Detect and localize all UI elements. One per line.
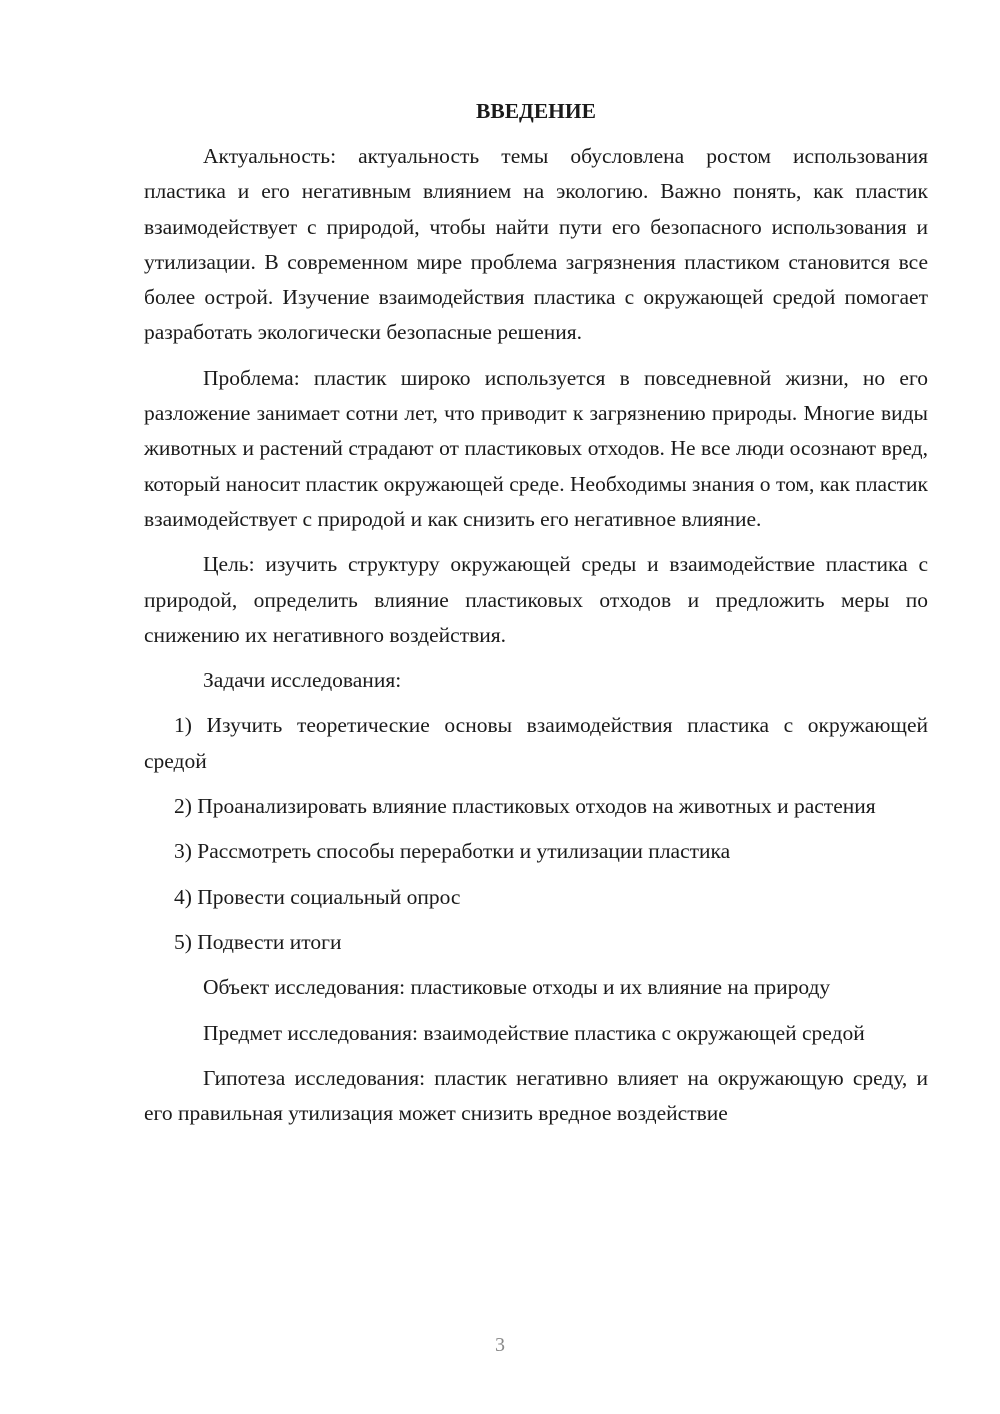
task-item-5: 5) Подвести итоги [174, 929, 342, 954]
hypothesis-paragraph: Гипотеза исследования: пластик негативно влияет на окружающую среду, и его правильная утилизация может снизить вредное воздействие [144, 1065, 928, 1126]
tasks-heading: Задачи исследования: [203, 668, 402, 693]
object-paragraph: Объект исследования: пластиковые отходы и их влияние на природу [203, 975, 831, 1000]
page-content [144, 94, 928, 1141]
task-item-3: 3) Рассмотреть способы переработки и утилизации пластика [174, 839, 731, 864]
task-item-2: 2) Проанализировать влияние пластиковых отходов на животных и растения [174, 794, 876, 819]
problem-paragraph: Проблема: пластик широко используется в повседневной жизни, но его разложение занимает сотни лет, что приводит к загрязнению природы. Многие виды животных и растений страдают от пластиковых отходов. Не все люди осознают вред, который наносит пластик окружающей среде. Необходимы знания о том, как пластик взаимодействует с природой и как снизить его негативное влияние. [144, 365, 928, 531]
relevance-paragraph: Актуальность: актуальность темы обусловлена ростом использования пластика и его негативным влиянием на экологию. Важно понять, как пластик взаимодействует с природой, чтобы найти пути его безопасного использования и утилизации. В современном мире проблема загрязнения пластиком становится все более острой. Изучение взаимодействия пластика с окружающей средой помогает разработать экологически безопасные решения. [144, 144, 928, 345]
page-number: 3 [495, 1334, 505, 1356]
task-item-1: 1) Изучить теоретические основы взаимодействия пластика с окружающей средой [144, 713, 928, 773]
task-item-4: 4) Провести социальный опрос [174, 884, 461, 909]
subject-paragraph: Предмет исследования: взаимодействие пластика с окружающей средой [203, 1020, 865, 1045]
page-title: ВВЕДЕНИЕ [476, 99, 596, 123]
goal-paragraph: Цель: изучить структуру окружающей среды и взаимодействие пластика с природой, определить влияние пластиковых отходов и предложить меры по снижению их негативного воздействия. [144, 552, 928, 647]
